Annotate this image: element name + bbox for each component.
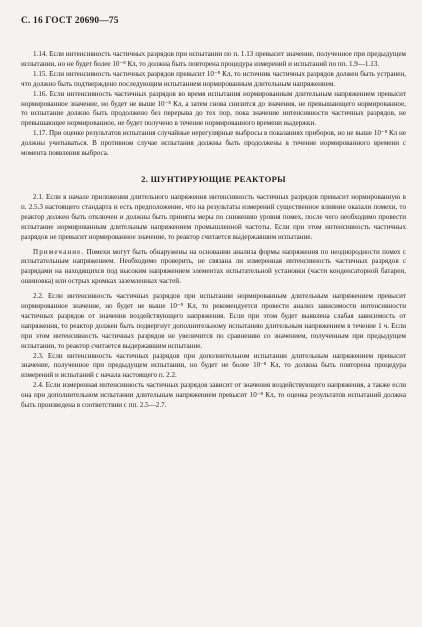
note-prefix: Примечание.: [33, 247, 85, 256]
paragraph-1-17: 1.17. При оценке результатов испытания случайные нерегулярные выбросы в показаниях приборов, но не выше 10⁻⁸ Кл не должны учитываться. В противном случае испытания должны быть продолжены в течение нормированного времени с момента появления выброса.: [21, 129, 406, 158]
paragraph-2-3: 2.3. Если интенсивность частичных разрядов при дополнительном испытании длительным напряжением превысит значение, полученное при предыдущем испытании, но будет не более 10⁻⁸ Кл, то должна быть повторена процедура измерений и испытаний с начала настоящего п. 2.2.: [21, 351, 406, 380]
paragraph-1-15: 1.15. Если интенсивность частичных разрядов превысит 10⁻⁸ Кл, то источник частичных разрядов должен быть устранен, что должно быть подтверждено последующим испытанием нормированным длительным напряжением.: [21, 69, 406, 88]
paragraph-1-14: 1.14. Если интенсивность частичных разрядов при испытании по п. 1.13 превысит значение, полученное при предыдущем испытании, но не будет более 10⁻⁸ Кл, то должна быть повторена процедура измерений и испытаний по пп. 1.9—1.13.: [21, 50, 406, 68]
paragraph-2-2: 2.2. Если интенсивность частичных разрядов при испытании нормированным длительным напряжением превысит нормированное значение, но будет не выше 10⁻⁸ Кл, то рекомендуется провести анализ зависимости интенсивности частичных разрядов от значения воздействующего напряжения. Если при этом будет выявлена слабая зависимость от напряжения, то реактор должен быть подвергнут дополнительному испытанию длительным напряжением в течение 1 ч. Если при этом интенсивность частичных разрядов не увеличится по сравнению со значением, полученным при предыдущем испытании, то реактор считается выдержавшим испытание.: [21, 292, 406, 350]
section-title: 2. ШУНТИРУЮЩИЕ РЕАКТОРЫ: [141, 173, 286, 184]
paragraph-2-4: 2.4. Если измеренная интенсивность частичных разрядов зависит от значения воздействующего напряжения, а также если она при дополнительном испытании длительным напряжением превысит 10⁻⁸ Кл, то оценка результатов испытаний должна быть произведена в соответствии с пп. 2.5—2.7.: [21, 381, 406, 410]
section-gap: [21, 159, 406, 174]
paragraph-1-16: 1.16. Если интенсивность частичных разрядов во время испытания нормированным длительным напряжением превысит нормированное значение, но будет не выше 10⁻⁸ Кл, а затем снова снизится до значения, не превышающего нормированное, то испытание должно быть продолжено без перерыва до тех пор, пока значение интенсивности частичных разрядов, не превышающее нормированное, не будет получено в течение нормированного времени выдержки.: [21, 89, 406, 128]
paragraph-2-1: 2.1. Если в начале приложения длительного напряжения интенсивность частичных разрядов превысит нормированную в п. 2.5.3 настоящего стандарта и есть предположение, что на результаты измерений существенное влияние оказали помехи, то реактор должен быть отключен и должны быть приняты меры по снижению уровня помех, после чего необходимо провести испытание нормированным длительным напряжением промышленной частоты. Если при этом интенсивность частичных разрядов не превысит нормированное значение, то реактор считается выдержавшим испытание.: [21, 192, 406, 241]
note-paragraph: [21, 248, 406, 288]
note-text: Помехи могут быть обнаружены на основании анализа формы напряжения по неоднородности помех с испытательным напряжением. Необходимо проверить, не связана ли измеренная интенсивность частичных разрядов с разрядами на находящихся под высоким напряжением элементах испытательной установки (части конденсаторной батареи, ошиновка) или острых кромках заземленных частей.: [21, 247, 406, 286]
page-header: С. 16 ГОСТ 20690—75: [21, 16, 119, 26]
